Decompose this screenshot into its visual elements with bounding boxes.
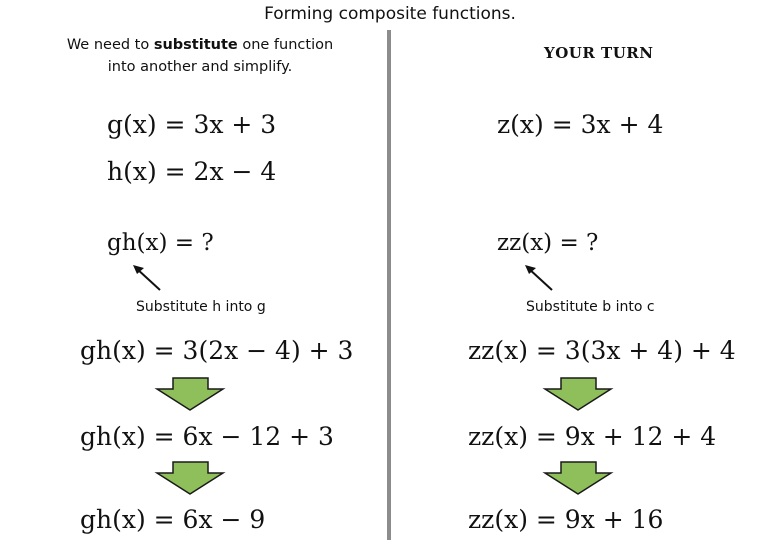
page-title: Forming composite functions. (264, 4, 516, 24)
pointer-arrow-icon (522, 262, 562, 294)
gh-step-2: gh(x) = 6x − 12 + 3 (80, 422, 334, 451)
intro-suffix: one function (237, 37, 334, 53)
down-arrow-icon (544, 461, 614, 495)
down-arrow-icon (544, 377, 614, 411)
zz-step-3: zz(x) = 9x + 16 (468, 505, 664, 534)
substitute-note-left: Substitute h into g (136, 299, 266, 315)
intro-prefix: We need to (66, 37, 154, 53)
intro-line-2: into another and simplify. (107, 59, 293, 75)
column-divider (387, 30, 391, 540)
zz-step-1: zz(x) = 3(3x + 4) + 4 (468, 336, 736, 365)
gh-step-3: gh(x) = 6x − 9 (80, 505, 266, 534)
down-arrow-icon (156, 461, 226, 495)
gh-question: gh(x) = ? (107, 230, 214, 256)
gh-step-1: gh(x) = 3(2x − 4) + 3 (80, 336, 354, 365)
substitute-note-right: Substitute b into c (526, 299, 655, 315)
pointer-arrow-icon (130, 262, 170, 294)
intro-bold-word: substitute (153, 37, 238, 53)
your-turn-heading: YOUR TURN (544, 44, 654, 62)
zz-question: zz(x) = ? (497, 230, 599, 256)
z-definition: z(x) = 3x + 4 (497, 110, 664, 139)
h-definition: h(x) = 2x − 4 (107, 157, 277, 186)
intro-text (40, 34, 360, 78)
zz-step-2: zz(x) = 9x + 12 + 4 (468, 422, 717, 451)
down-arrow-icon (156, 377, 226, 411)
g-definition: g(x) = 3x + 3 (107, 110, 277, 139)
